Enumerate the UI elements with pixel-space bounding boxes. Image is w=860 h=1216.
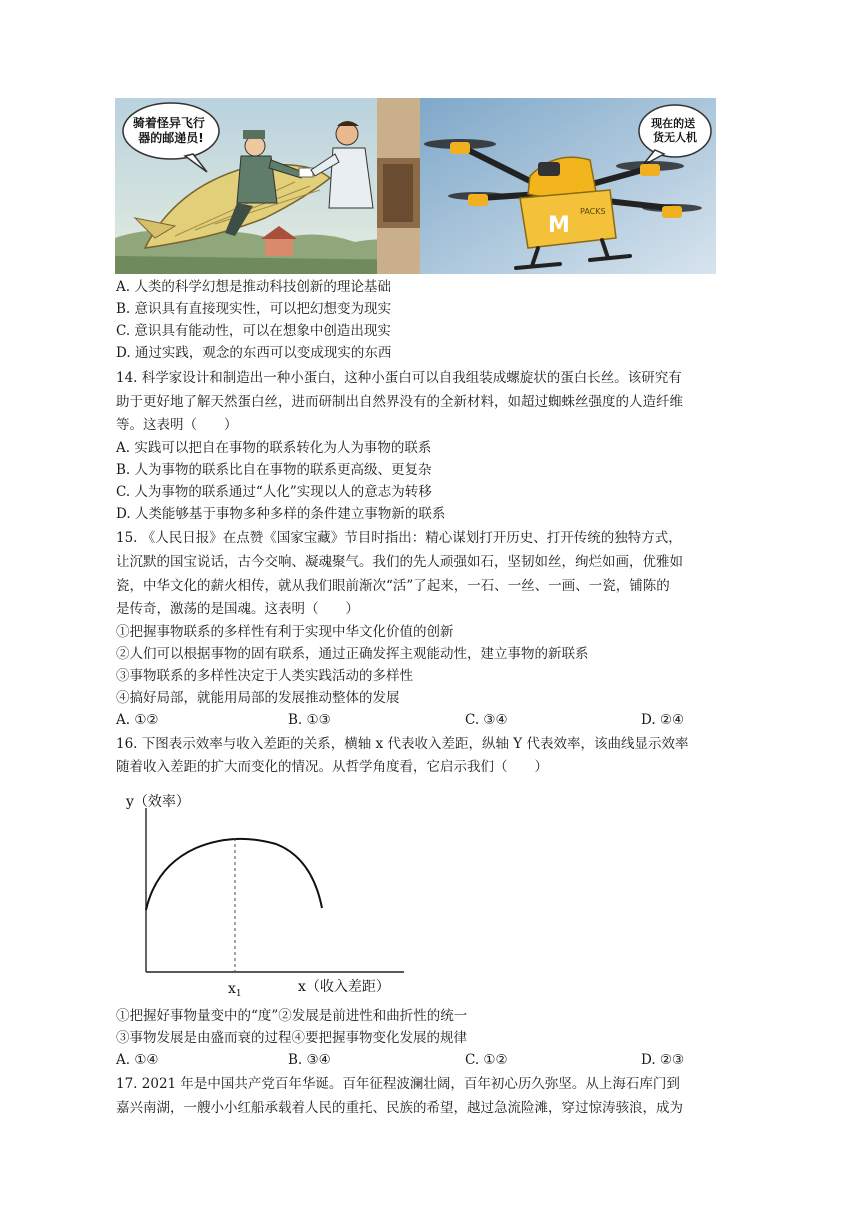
q15-stem-line-1: 15. 《人民日报》在点赞《国家宝藏》节目时指出：精心谋划打开历史、打开传统的独特方式，	[116, 530, 682, 546]
q15-statement-4: ④搞好局部，就能用局部的发展推动整体的发展	[116, 690, 400, 706]
q17-stem-line-2: 嘉兴南湖，一艘小小红船承载着人民的重托、民族的希望，越过急流险滩，穿过惊涛骇浪，成为	[116, 1100, 683, 1116]
delivery-drone-photo	[420, 98, 716, 274]
y-axis-label: y（效率）	[126, 794, 190, 810]
q15-choice-b: B. ①③	[288, 712, 331, 728]
q16-statement-3-4: ③事物发展是由盛而衰的过程④要把握事物变化发展的规律	[116, 1030, 467, 1046]
left-bubble-text: 骑着怪异飞行 器的邮递员!	[132, 116, 205, 145]
x1-label: $x_1$	[228, 981, 242, 999]
q15-statement-3: ③事物联系的多样性决定于人类实践活动的多样性	[116, 668, 413, 684]
box-label: PACKS	[580, 207, 606, 216]
q14-option-d: D. 人类能够基于事物多种多样的条件建立事物新的联系	[116, 506, 446, 522]
q15-choice-d: D. ②④	[641, 712, 685, 728]
q14-stem-line-3: 等。这表明（ ）	[116, 417, 238, 433]
q15-stem-line-4: 是传奇，激荡的是国魂。这表明（ ）	[116, 601, 359, 617]
q16-choice-c: C. ①②	[465, 1052, 508, 1068]
q17-stem-line-1: 17. 2021 年是中国共产党百年华诞。百年征程波澜壮阔，百年初心历久弥坚。从上海石库门到	[116, 1076, 680, 1092]
q15-choice-a: A. ①②	[116, 712, 159, 728]
q13-option-a: A. 人类的科学幻想是推动科技创新的理论基础	[116, 279, 391, 295]
q15-stem-line-2: 让沉默的国宝说话，古今交响、凝魂聚气。我们的先人顽强如石，坚韧如丝，绚烂如画，优雅如	[116, 554, 683, 570]
q13-option-c: C. 意识具有能动性，可以在想象中创造出现实	[116, 323, 391, 339]
q15-choice-c: C. ③④	[465, 712, 508, 728]
q13-option-b: B. 意识具有直接现实性，可以把幻想变为现实	[116, 301, 392, 317]
q15-stem-line-3: 瓷，中华文化的薪火相传，就从我们眼前渐次“活”了起来，一石、一丝、一画、一瓷，铺陈的	[116, 578, 670, 594]
q13-option-d: D. 通过实践，观念的东西可以变成现实的东西	[116, 345, 392, 361]
q16-statement-1-2: ①把握好事物量变中的“度”②发展是前进性和曲折性的统一	[116, 1008, 468, 1024]
efficiency-curve	[146, 839, 322, 910]
q16-choice-b: B. ③④	[288, 1052, 331, 1068]
q16-stem-line-1: 16. 下图表示效率与收入差距的关系，横轴 x 代表收入差距，纵轴 Y 代表效率，该曲线显示效率	[116, 736, 689, 752]
q14-option-b: B. 人为事物的联系比自在事物的联系更高级、更复杂	[116, 462, 432, 478]
q16-choice-d: D. ②③	[641, 1052, 685, 1068]
efficiency-income-gap-diagram	[116, 786, 416, 1000]
q14-option-c: C. 人为事物的联系通过“人化”实现以人的意志为转移	[116, 484, 432, 500]
q15-statement-2: ②人们可以根据事物的固有联系，通过正确发挥主观能动性，建立事物的新联系	[116, 646, 589, 662]
x-axis-label: x（收入差距）	[298, 979, 390, 995]
q14-stem-line-2: 助于更好地了解天然蛋白丝，进而研制出自然界没有的全新材料，如超过蜘蛛丝强度的人造纤维	[116, 394, 683, 410]
q14-option-a: A. 实践可以把自在事物的联系转化为人为事物的联系	[116, 440, 432, 456]
q16-stem-line-2: 随着收入差距的扩大而变化的情况。从哲学角度看，它启示我们（ ）	[116, 759, 548, 775]
vintage-postman-illustration	[115, 98, 420, 274]
q15-statement-1: ①把握事物联系的多样性有利于实现中华文化价值的创新	[116, 624, 454, 640]
q14-stem-line-1: 14. 科学家设计和制造出一种小蛋白，这种小蛋白可以自我组装成螺旋状的蛋白长丝。该研究有	[116, 370, 682, 386]
right-bubble-text: 现在的送 货无人机	[651, 117, 697, 144]
q16-choice-a: A. ①④	[116, 1052, 159, 1068]
box-brand: M	[548, 213, 570, 238]
